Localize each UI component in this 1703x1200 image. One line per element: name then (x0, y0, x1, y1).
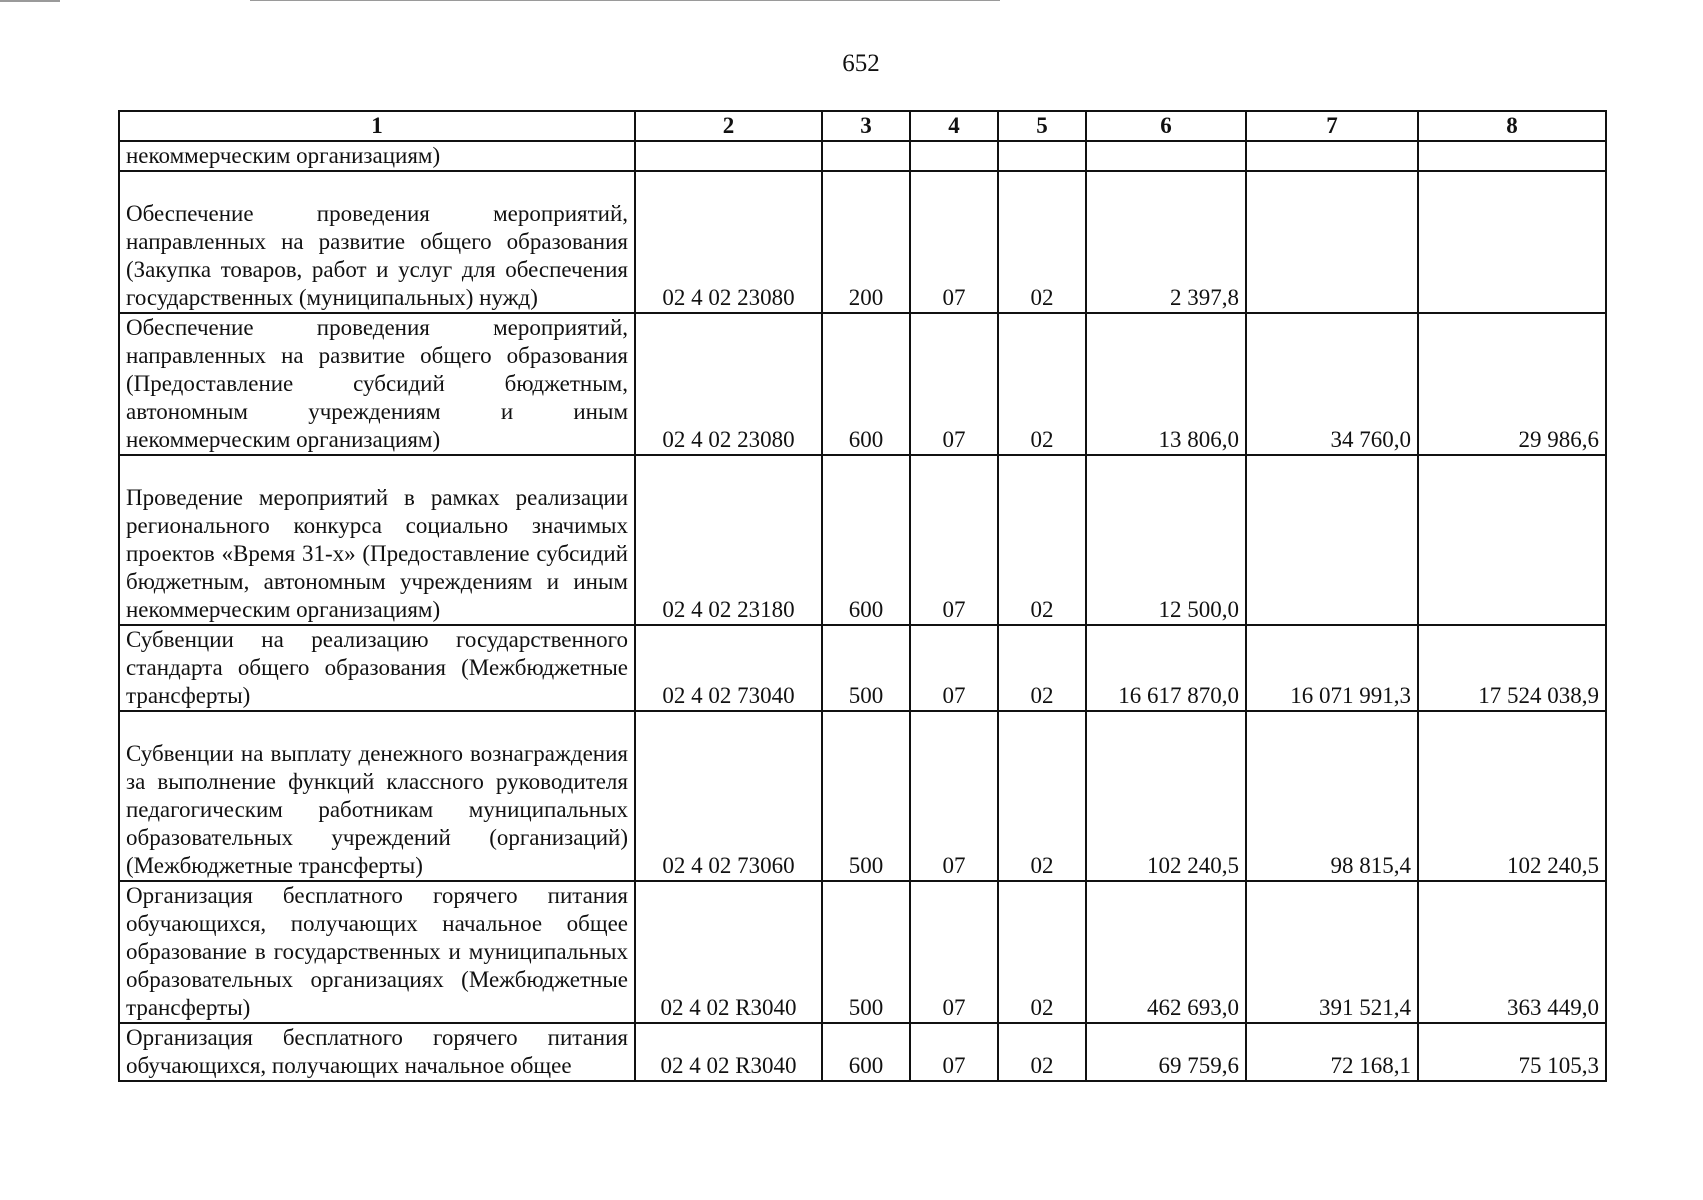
cell-subsection (998, 141, 1086, 171)
cell-subsection: 02 (998, 711, 1086, 881)
cell-section: 07 (910, 881, 998, 1023)
column-header: 2 (635, 111, 822, 141)
cell-expense-type: 200 (822, 171, 910, 313)
cell-expense-type: 600 (822, 313, 910, 455)
cell-section (910, 141, 998, 171)
cell-section: 07 (910, 171, 998, 313)
cell-subsection: 02 (998, 313, 1086, 455)
cell-subsection: 02 (998, 625, 1086, 711)
table-row (119, 313, 1606, 455)
cell-amount-col6: 2 397,8 (1086, 171, 1246, 313)
cell-target-code: 02 4 02 23080 (635, 313, 822, 455)
cell-amount-col8 (1418, 455, 1606, 625)
table-row (119, 1023, 1606, 1081)
row-description: Субвенции на выплату денежного вознаграждения за выполнение функций классного руководителя педагогическим работникам муниципальных образовательных учреждений (организаций) (Межбюджетные трансферты) (119, 711, 635, 881)
column-header: 4 (910, 111, 998, 141)
cell-subsection: 02 (998, 1023, 1086, 1081)
cell-expense-type: 600 (822, 455, 910, 625)
budget-table (118, 110, 1607, 1082)
page-number: 652 (842, 50, 880, 77)
cell-amount-col6: 13 806,0 (1086, 313, 1246, 455)
scan-edge-line (0, 0, 60, 2)
cell-target-code (635, 141, 822, 171)
cell-subsection: 02 (998, 171, 1086, 313)
cell-subsection: 02 (998, 455, 1086, 625)
cell-amount-col7 (1246, 141, 1418, 171)
row-description: некоммерческим организациям) (119, 141, 635, 171)
cell-target-code: 02 4 02 R3040 (635, 881, 822, 1023)
cell-amount-col6: 462 693,0 (1086, 881, 1246, 1023)
cell-amount-col7: 72 168,1 (1246, 1023, 1418, 1081)
cell-amount-col6: 102 240,5 (1086, 711, 1246, 881)
table-row (119, 625, 1606, 711)
cell-section: 07 (910, 711, 998, 881)
table-row (119, 711, 1606, 881)
row-description: Организация бесплатного горячего питания обучающихся, получающих начальное общее (119, 1023, 635, 1081)
cell-amount-col8: 363 449,0 (1418, 881, 1606, 1023)
column-header: 1 (119, 111, 635, 141)
cell-amount-col8 (1418, 141, 1606, 171)
column-header: 6 (1086, 111, 1246, 141)
cell-section: 07 (910, 1023, 998, 1081)
cell-amount-col6: 16 617 870,0 (1086, 625, 1246, 711)
cell-expense-type: 600 (822, 1023, 910, 1081)
row-description: Обеспечение проведения мероприятий, направленных на развитие общего образования (Закупка товаров, работ и услуг для обеспечения государственных (муниципальных) нужд) (119, 171, 635, 313)
cell-amount-col8: 102 240,5 (1418, 711, 1606, 881)
table-row (119, 171, 1606, 313)
cell-target-code: 02 4 02 73060 (635, 711, 822, 881)
cell-expense-type: 500 (822, 625, 910, 711)
table-row (119, 455, 1606, 625)
column-header: 3 (822, 111, 910, 141)
table-header-row (119, 111, 1606, 141)
cell-amount-col7: 391 521,4 (1246, 881, 1418, 1023)
cell-subsection: 02 (998, 881, 1086, 1023)
cell-amount-col8: 17 524 038,9 (1418, 625, 1606, 711)
cell-target-code: 02 4 02 23080 (635, 171, 822, 313)
row-description: Субвенции на реализацию государственного стандарта общего образования (Межбюджетные трансферты) (119, 625, 635, 711)
cell-section: 07 (910, 625, 998, 711)
cell-target-code: 02 4 02 R3040 (635, 1023, 822, 1081)
row-description: Проведение мероприятий в рамках реализации регионального конкурса социально значимых проектов «Время 31-х» (Предоставление субсидий бюджетным, автономным учреждениям и иным некоммерческим организациям) (119, 455, 635, 625)
cell-amount-col7: 16 071 991,3 (1246, 625, 1418, 711)
cell-amount-col7: 98 815,4 (1246, 711, 1418, 881)
cell-amount-col7 (1246, 171, 1418, 313)
column-header: 8 (1418, 111, 1606, 141)
column-header: 7 (1246, 111, 1418, 141)
cell-amount-col8: 75 105,3 (1418, 1023, 1606, 1081)
row-description: Обеспечение проведения мероприятий, направленных на развитие общего образования (Предоставление субсидий бюджетным, автономным учреждениям и иным некоммерческим организациям) (119, 313, 635, 455)
cell-amount-col6: 12 500,0 (1086, 455, 1246, 625)
cell-amount-col7 (1246, 455, 1418, 625)
cell-expense-type: 500 (822, 881, 910, 1023)
row-description: Организация бесплатного горячего питания обучающихся, получающих начальное общее образование в государственных и муниципальных образовательных организациях (Межбюджетные трансферты) (119, 881, 635, 1023)
cell-expense-type: 500 (822, 711, 910, 881)
column-header: 5 (998, 111, 1086, 141)
cell-amount-col8: 29 986,6 (1418, 313, 1606, 455)
cell-target-code: 02 4 02 73040 (635, 625, 822, 711)
table-row (119, 141, 1606, 171)
cell-section: 07 (910, 313, 998, 455)
cell-target-code: 02 4 02 23180 (635, 455, 822, 625)
cell-amount-col6: 69 759,6 (1086, 1023, 1246, 1081)
cell-amount-col6 (1086, 141, 1246, 171)
cell-expense-type (822, 141, 910, 171)
cell-section: 07 (910, 455, 998, 625)
cell-amount-col8 (1418, 171, 1606, 313)
table-row (119, 881, 1606, 1023)
cell-amount-col7: 34 760,0 (1246, 313, 1418, 455)
scan-edge-line (250, 0, 1000, 1)
